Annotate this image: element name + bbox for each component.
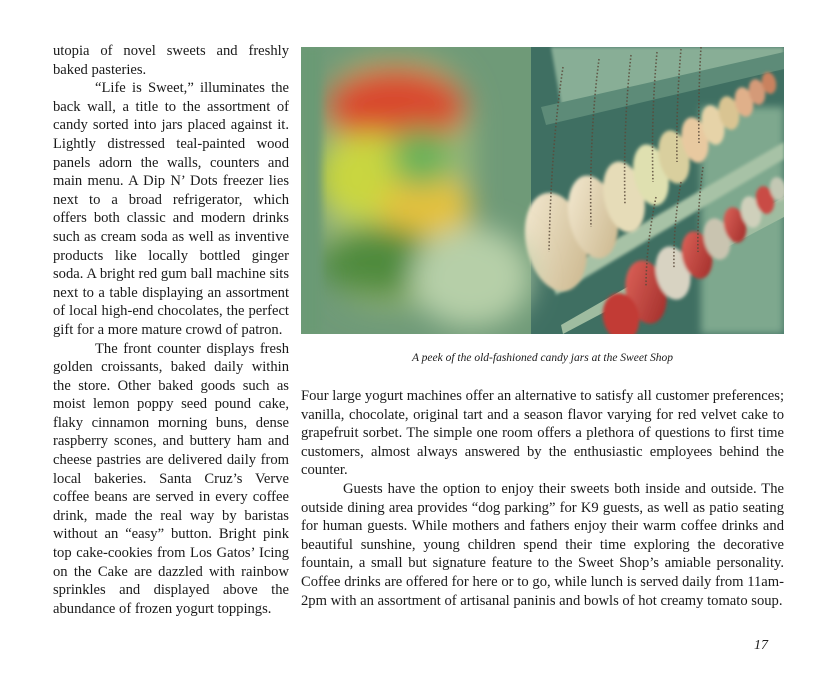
right-text-column [301,387,784,610]
paragraph: Guests have the option to enjoy their sweets both inside and outside. The outside dining area provides “dog parking” for K9 guests, as well as patio seating for human guests. While mothers and fathers enjoy their warm coffee drinks and beautiful sunshine, young children spend their time exploring the decorative fountain, a small but signature feature to the Sweet Shop’s amiable personality. Coffee drinks are offered for here or to go, while lunch is served daily from 11am-2pm with an assortment of artisanal paninis and bowls of hot creamy tomato soup. [301,480,784,609]
paragraph: utopia of novel sweets and freshly baked pasteries. [53,43,289,78]
page-number: 17 [754,638,768,653]
photo-caption: A peek of the old-fashioned candy jars at the Sweet Shop [411,352,674,364]
left-text-column [53,42,289,618]
candy-jars-illustration [301,47,784,334]
candy-jars-photo [301,47,784,334]
paragraph: “Life is Sweet,” illuminates the back wall, a title to the assortment of candy sorted into jars placed against it. Lightly distressed teal-painted wood panels adorn the walls, counters and main menu. A Dip N’ Dots freezer lies next to a broad refrigerator, which offers both classic and modern drinks such as cream soda as well as inventive products like locally bottled ginger soda. A bright red gum ball machine sits next to a table displaying an assortment of local high-end chocolates, the perfect gift for a more mature crowd of patron. [53,80,289,338]
paragraph: Four large yogurt machines offer an alternative to satisfy all customer preferences; vanilla, chocolate, original tart and a season flavor varying for red velvet cake to grapefruit sorbet. The simple one room offers a plethora of questions to first time customers, almost always answered by the enthusiastic employees behind the counter. [301,388,784,479]
paragraph: The front counter displays fresh golden croissants, baked daily within the store. Other baked goods such as moist lemon poppy seed pound cake, flaky cinnamon morning buns, dense raspberry scones, and buttery ham and cheese pastries are delivered daily from local bakeries. Santa Cruz’s Verve coffee beans are served in every coffee drink, made the real way by baristas without an “easy” button. Bright pink top cake-cookies from Los Gatos’ Icing on the Cake are dazzled with rainbow sprinkles and displayed above the abundance of frozen yogurt toppings. [53,340,289,617]
